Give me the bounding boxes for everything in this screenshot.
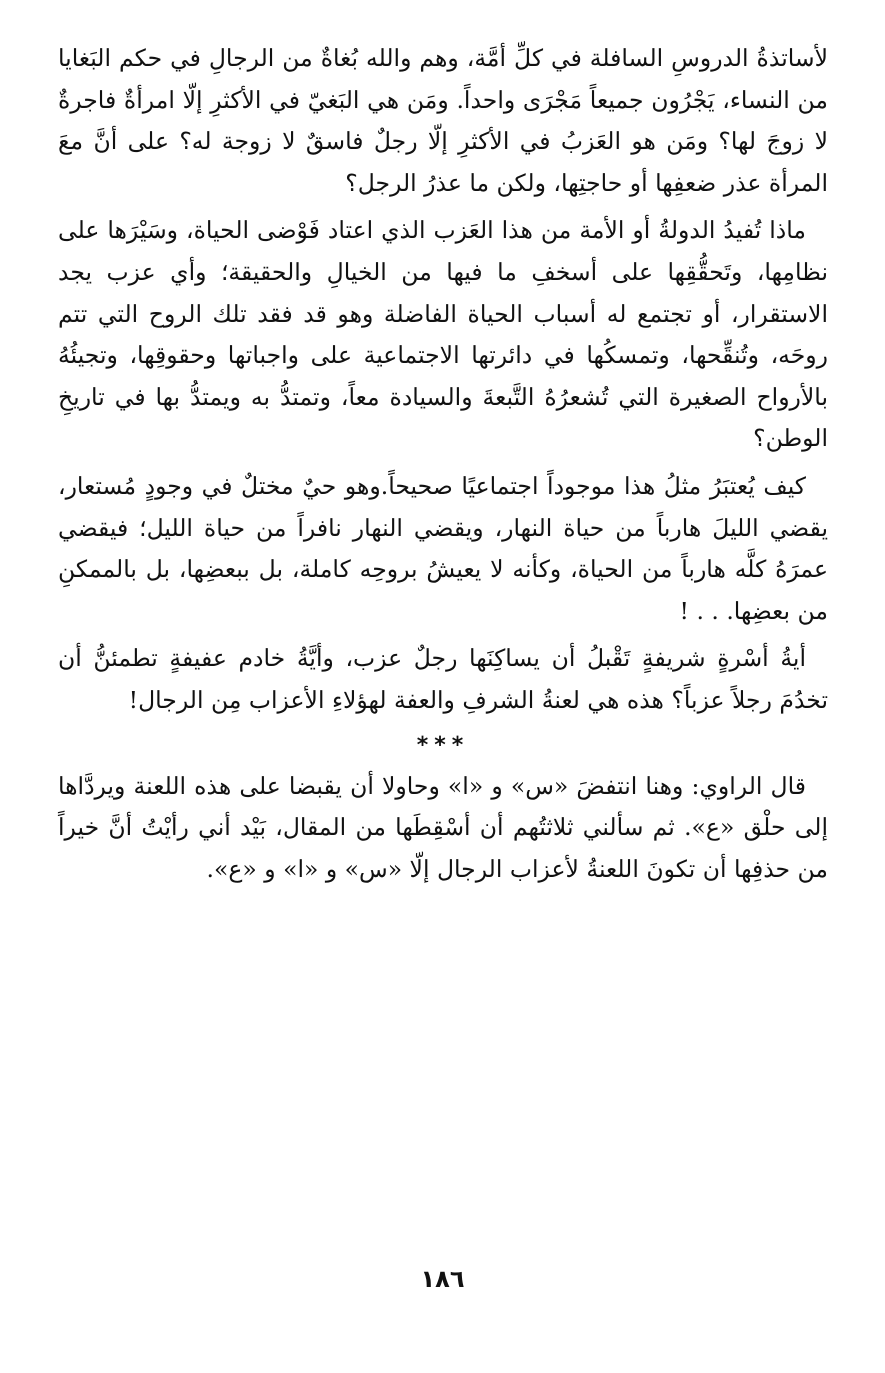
body-text: [58, 38, 828, 896]
paragraph-3: كيف يُعتبَرُ مثلُ هذا موجوداً اجتماعيًا صحيحاً.وهو حيٌ مختلٌ في وجودٍ مُستعار، يقضي الليلَ هارباً من حياة النهار، ويقضي النهار نافراً من حياة الليل؛ فيقضي عمرَهُ كلَّه هارباً من الحياة، وكأنه لا يعيشُ بروحِه كاملة، بل ببعضِها، بل بالممكنِ من بعضِها. . . !: [58, 471, 828, 625]
paragraph-1: لأساتذةُ الدروسِ السافلة في كلِّ أمَّة، وهم والله بُغاةٌ من الرجالِ في حكم البَغايا من النساء، يَجْرُون جميعاً مَجْرَى واحداً. ومَن هي البَغيّ في الأكثرِ إلّا امرأةٌ فاجرةٌ لا زوجَ لها؟ ومَن هو العَزبُ في الأكثرِ إلّا رجلٌ فاسقٌ لا زوجة له؟ على أنَّ معَ المرأة عذر ضعفِها أو حاجتِها، ولكن ما عذرُ الرجل؟: [58, 44, 828, 197]
page-number: ١٨٦: [420, 1265, 465, 1293]
paragraph-2: ماذا تُفيدُ الدولةُ أو الأمة من هذا العَزب الذي اعتاد فَوْضى الحياة، وسَيْرَها على نظامِها، وتَحقُّقِها على أسخفِ ما فيها من الخيالِ والحقيقة؛ وأي عزب يجد الاستقرار، أو تجتمع له أسباب الحياة الفاضلة وهو قد فقد تلك الروح التي تتم روحَه، وتُنقِّحها، وتمسكُها في دائرتها الاجتماعية على واجباتها وحقوقِها، وتجيئُهُ بالأرواح الصغيرة التي تُشعرُهُ التَّبعةَ والسيادة معاً، وتمتدُّ به ويمتدُّ بها في تاريخِ الوطن؟: [58, 216, 828, 453]
closing-paragraph: قال الراوي: وهنا انتفضَ «س» و «ا» وحاولا أن يقبضا على هذه اللعنة ويردَّاها إلى حلْق «ع». ثم سألني ثلاثتُهم أن أسْقِطَها من المقال، بَيْد أني رأيْتُ أنَّ خيراً من حذفِها أن تكونَ اللعنةُ لأعزاب الرجال إلّا «س» و «ا» و «ع».: [58, 771, 828, 883]
section-separator: ***: [416, 732, 470, 758]
paragraph-4: أيةُ أسْرةٍ شريفةٍ تَقْبلُ أن يساكِنَها رجلٌ عزب، وأيَّةُ خادم عفيفةٍ تطمئنُّ أن تخدُمَ رجلاً عزباً؟ هذه هي لعنةُ الشرفِ والعفة لهؤلاءِ الأعزاب مِن الرجال!: [58, 644, 828, 714]
